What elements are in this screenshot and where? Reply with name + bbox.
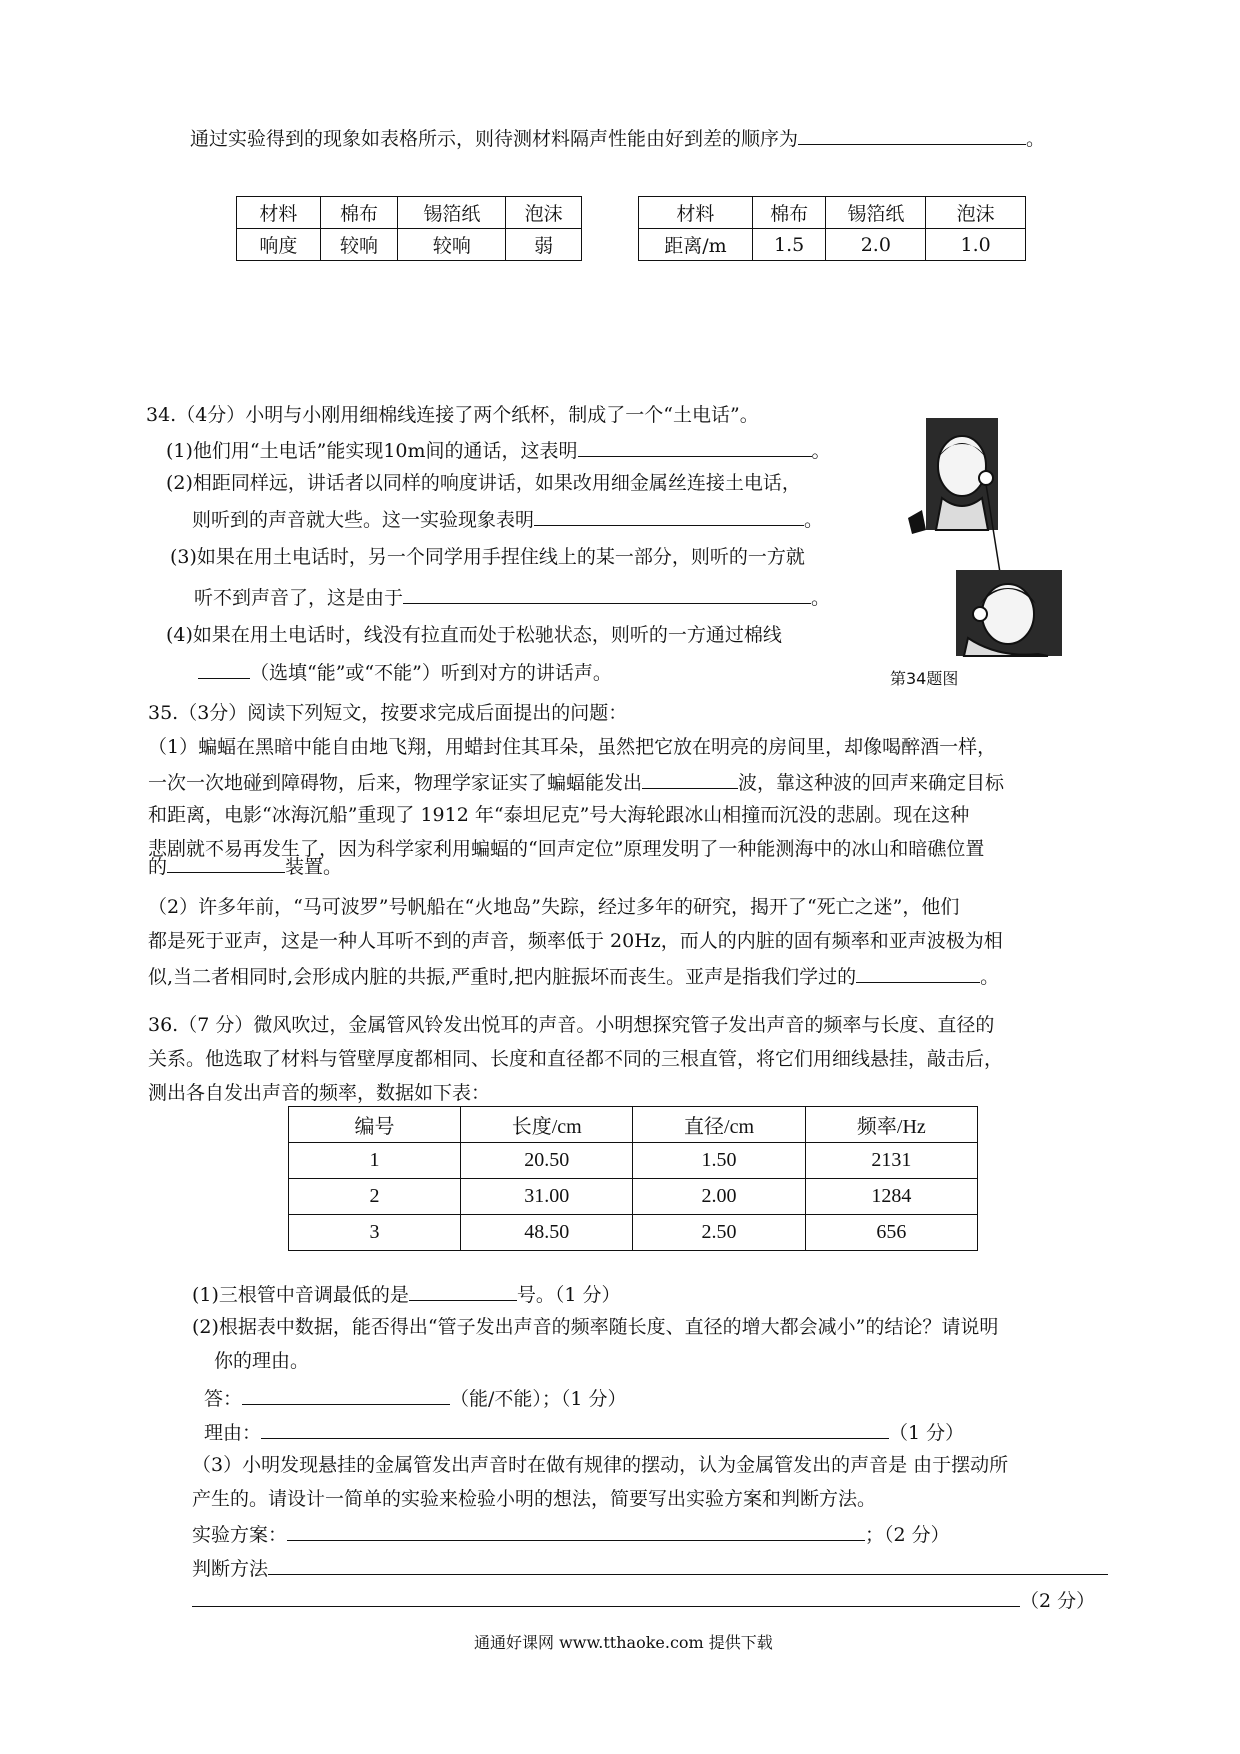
q36-line-3: 测出各自发出声音的频率，数据如下表： (148, 1082, 491, 1104)
table-cell: 2.0 (826, 229, 926, 261)
q36-answer-line (204, 1384, 627, 1412)
q34-part2b-text: 则听到的声音就大些。这一实验现象表明 (192, 509, 535, 531)
table-header-cell: 长度/cm (461, 1107, 633, 1143)
q36-judge-line (192, 1554, 1108, 1582)
q36-sub-2b: 你的理由。 (214, 1350, 310, 1372)
q36-plan-blank[interactable] (287, 1520, 865, 1541)
q35-end: 。 (980, 966, 1000, 988)
q34-blank-4[interactable] (198, 658, 250, 679)
q35-line-5-text: 的 (148, 856, 168, 878)
q34-part4b (198, 658, 612, 686)
judge-score: （2 分） (1020, 1590, 1096, 1612)
table-row (289, 1179, 978, 1215)
table-cell: 棉布 (752, 197, 826, 229)
q34-part2-end: 。 (804, 509, 824, 531)
table-cell: 较响 (398, 229, 506, 261)
judge-label: 判断方法 (192, 1558, 269, 1580)
intro-answer-blank[interactable] (798, 124, 1026, 145)
table-cell: 材料 (237, 197, 321, 229)
q34-part2a: (2)相距同样远，讲话者以同样的响度讲话，如果改用细金属丝连接土电话， (166, 472, 801, 494)
q34-part3a: (3)如果在用土电话时，另一个同学用手捏住线上的某一部分，则听的一方就 (170, 546, 805, 568)
q35-line-4: 悲剧就不易再发生了，因为科学家利用蝙蝠的“回声定位”原理发明了一种能测海中的冰山和暗礁位置 (148, 838, 985, 860)
q35-line-2 (148, 768, 1004, 796)
q34-part1-text: (1)他们用“土电话”能实现10m间的通话，这表明 (166, 440, 578, 462)
table-cell: 31.00 (461, 1179, 633, 1215)
q36-sub-1-tail: 号。（1 分） (516, 1284, 621, 1306)
table-cell: 棉布 (320, 197, 398, 229)
table-cell: 20.50 (461, 1143, 633, 1179)
reason-score: （1 分） (889, 1422, 965, 1444)
table-header-cell: 频率/Hz (805, 1107, 977, 1143)
q34-part3b (194, 583, 830, 611)
table-cell: 1.0 (926, 229, 1026, 261)
q35-line-3: 和距离，电影“冰海沉船”重现了 1912 年“泰坦尼克”号大海轮跟冰山相撞而沉没的悲剧。现在这种 (148, 804, 970, 826)
q35-line-5 (148, 852, 342, 880)
q35-line-2-text: 一次一次地碰到障碍物，后来，物理学家证实了蝙蝠能发出 (148, 772, 643, 794)
q35-blank-2[interactable] (167, 852, 285, 873)
q34-blank-1[interactable] (578, 436, 812, 457)
table-cell: 2.50 (633, 1215, 805, 1251)
q34-part3-end: 。 (811, 587, 831, 609)
q35-blank-3[interactable] (856, 962, 980, 983)
q35-title: 35.（3分）阅读下列短文，按要求完成后面提出的问题： (148, 702, 628, 724)
q36-sub-1 (192, 1280, 621, 1308)
q35-line-8-text: 似,当二者相同时,会形成内脏的共振,严重时,把内脏振坏而丧生。亚声是指我们学过的 (148, 966, 857, 988)
q36-sub-3a: （3）小明发现悬挂的金属管发出声音时在做有规律的摆动，认为金属管发出的声音是 由于摆动所 (192, 1454, 1009, 1476)
table-cell: 泡沫 (506, 197, 582, 229)
table-cell: 响度 (237, 229, 321, 261)
table-cell: 距离/m (639, 229, 753, 261)
table-cell: 48.50 (461, 1215, 633, 1251)
table-cell: 1.50 (633, 1143, 805, 1179)
q36-sub-1-text: (1)三根管中音调最低的是 (192, 1284, 409, 1306)
telephone-figure (908, 418, 1068, 658)
intro-text: 通过实验得到的现象如表格所示，则待测材料隔声性能由好到差的顺序为 (190, 128, 799, 150)
q34-part3b-text: 听不到声音了，这是由于 (194, 587, 404, 609)
q35-blank-1[interactable] (642, 768, 738, 789)
table-cell: 弱 (506, 229, 582, 261)
table-cell: 锡箔纸 (826, 197, 926, 229)
q35-line-7: 都是死于亚声，这是一种人耳听不到的声音，频率低于 20Hz，而人的内脏的固有频率和亚声波极为相 (148, 930, 1003, 952)
table-cell: 3 (289, 1215, 461, 1251)
pipe-data-table (288, 1106, 978, 1251)
answer-label: 答： (204, 1388, 243, 1410)
q36-line-2: 关系。他选取了材料与管壁厚度都相同、长度和直径都不同的三根直管，将它们用细线悬挂，敲击后， (148, 1048, 1004, 1070)
table-cell: 泡沫 (926, 197, 1026, 229)
footer-credit: 通通好课网 www.tthaoke.com 提供下载 (474, 1633, 773, 1652)
table-cell: 2 (289, 1179, 461, 1215)
q34-blank-2[interactable] (534, 505, 804, 526)
intro-end: 。 (1026, 128, 1046, 150)
intro-line (190, 124, 1045, 152)
distance-table (638, 196, 1026, 261)
figure-caption: 第34题图 (890, 669, 959, 688)
table-cell: 2131 (805, 1143, 977, 1179)
loudness-table (236, 196, 582, 261)
reason-label: 理由： (204, 1422, 262, 1444)
plan-score: ；（2 分） (865, 1524, 950, 1546)
table-cell: 1284 (805, 1179, 977, 1215)
table-header-cell: 编号 (289, 1107, 461, 1143)
q36-judge-line-2 (192, 1586, 1095, 1614)
q36-judge-blank-2[interactable] (192, 1586, 1020, 1607)
q34-part4a: (4)如果在用土电话时，线没有拉直而处于松驰状态，则听的一方通过棉线 (166, 624, 782, 646)
table-cell: 1 (289, 1143, 461, 1179)
table-cell: 锡箔纸 (398, 197, 506, 229)
q34-blank-3[interactable] (403, 583, 811, 604)
table-row (289, 1215, 978, 1251)
q35-line-8 (148, 962, 999, 990)
answer-suffix: （能/不能）；（1 分） (450, 1388, 627, 1410)
q34-part1-end: 。 (811, 440, 831, 462)
table-row (289, 1143, 978, 1179)
q36-judge-blank[interactable] (268, 1554, 1108, 1575)
q34-title: 34.（4分）小明与小刚用细棉线连接了两个纸杯，制成了一个“土电话”。 (146, 404, 759, 426)
q36-line-1: 36.（7 分）微风吹过，金属管风铃发出悦耳的声音。小明想探究管子发出声音的频率与长度、直径的 (148, 1014, 995, 1036)
table-header-cell: 直径/cm (633, 1107, 805, 1143)
q36-sub-3b: 产生的。请设计一简单的实验来检验小明的想法，简要写出实验方案和判断方法。 (192, 1488, 877, 1510)
table-cell: 656 (805, 1215, 977, 1251)
q35-line-1: （1）蝙蝠在黑暗中能自由地飞翔，用蜡封住其耳朵，虽然把它放在明亮的房间里，却像喝醉酒一样， (148, 736, 997, 758)
table-cell: 2.00 (633, 1179, 805, 1215)
q36-reason-blank[interactable] (261, 1418, 889, 1439)
plan-label: 实验方案： (192, 1524, 288, 1546)
q35-line-2-tail: 波，靠这种波的回声来确定目标 (738, 772, 1005, 794)
table-cell: 较响 (320, 229, 398, 261)
q34-part4b-text: （选填“能”或“不能”）听到对方的讲话声。 (250, 662, 612, 684)
q36-blank-1[interactable] (409, 1280, 517, 1301)
q35-line-6: （2）许多年前，“马可波罗”号帆船在“火地岛”失踪，经过多年的研究，揭开了“死亡之迷”，他们 (148, 896, 960, 918)
q36-sub-2a: (2)根据表中数据，能否得出“管子发出声音的频率随长度、直径的增大都会减小”的结论？请说明 (192, 1316, 999, 1338)
q34-part1 (166, 436, 831, 464)
q36-reason-line (204, 1418, 964, 1446)
table-cell: 1.5 (752, 229, 826, 261)
q35-line-5-tail: 装置。 (285, 856, 343, 878)
q36-answer-blank[interactable] (242, 1384, 450, 1405)
q34-part2b (192, 505, 823, 533)
table-cell: 材料 (639, 197, 753, 229)
q36-plan-line (192, 1520, 950, 1548)
